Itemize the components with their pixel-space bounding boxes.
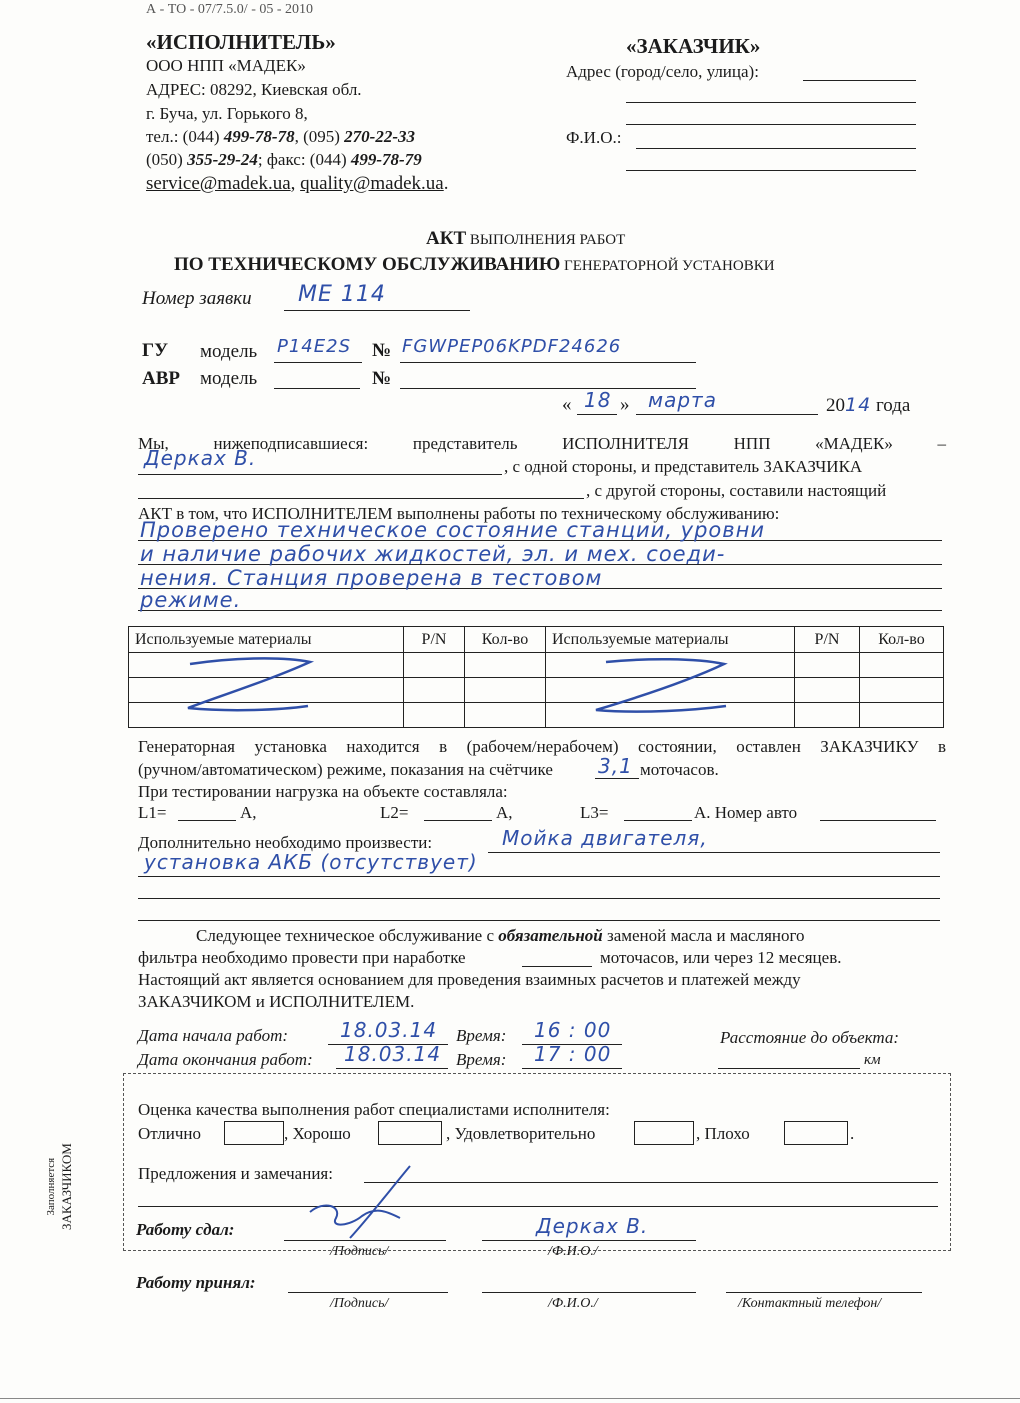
state-line-2a: (ручном/автоматическом) режиме, показания на счётчике <box>138 760 553 779</box>
phone-3: 355-29-24 <box>187 150 258 169</box>
handed-name: Дерках В. <box>536 1214 649 1238</box>
next-service-line-2b: моточасов, или через 12 месяцев. <box>600 948 842 967</box>
date-day-line[interactable] <box>577 414 617 415</box>
quality-bad-box[interactable] <box>784 1121 848 1145</box>
customer-fio-line[interactable] <box>636 148 916 149</box>
counter-value: 3,1 <box>598 754 633 778</box>
distance-label: Расстояние до объекта: <box>720 1028 900 1047</box>
quality-end: . <box>850 1124 855 1143</box>
l1-unit: А, <box>240 803 257 822</box>
end-date-line[interactable] <box>336 1068 448 1069</box>
date-month: марта <box>648 388 717 412</box>
fax: 499-78-79 <box>350 150 422 169</box>
basis-line-1: Настоящий акт является основанием для проведения взаимных расчетов и платежей между <box>138 970 801 989</box>
avr-model-label: модель <box>200 368 258 389</box>
quality-bad-label: , Плохо <box>696 1124 750 1143</box>
executor-emails: service@madek.ua, quality@madek.ua. <box>146 173 449 194</box>
accepted-fio-caption: /Ф.И.О./ <box>548 1296 598 1311</box>
end-date-value: 18.03.14 <box>344 1042 442 1066</box>
executor-address-2: г. Буча, ул. Горького 8, <box>146 104 308 123</box>
customer-address-line-2[interactable] <box>626 102 916 103</box>
header-pn-1: P/N <box>404 627 465 653</box>
handed-fio-caption: /Ф.И.О./ <box>548 1244 598 1259</box>
header-pn-2: P/N <box>795 627 860 653</box>
start-time-value: 16 : 00 <box>534 1018 612 1042</box>
quality-label: Оценка качества выполнения работ специалистами исполнителя: <box>138 1100 610 1119</box>
l1-line[interactable] <box>178 820 236 821</box>
executor-heading: «ИСПОЛНИТЕЛЬ» <box>146 30 336 54</box>
quality-satisfactory-label: , Удовлетворительно <box>446 1124 596 1143</box>
date-year: 2014 года <box>826 394 911 416</box>
request-line[interactable] <box>284 310 470 311</box>
work-done-4: режиме. <box>140 588 242 612</box>
request-label: Номер заявки <box>142 288 252 309</box>
date-month-line[interactable] <box>636 414 818 415</box>
quality-good-label: , Хорошо <box>284 1124 351 1143</box>
handed-signature-caption: /Подпись/ <box>330 1244 389 1259</box>
work-done-3: нения. Станция проверена в тестовом <box>140 566 603 590</box>
gu-model-line[interactable] <box>274 362 362 363</box>
request-value: МЕ 114 <box>298 282 386 307</box>
parties-line-2: , с одной стороны, и представитель ЗАКАЗЧИКА <box>504 457 863 476</box>
l2-line[interactable] <box>424 820 492 821</box>
suggestions-label: Предложения и замечания: <box>138 1164 333 1183</box>
gu-label: ГУ <box>142 340 169 361</box>
gu-number-label: № <box>372 340 392 361</box>
start-date-value: 18.03.14 <box>340 1018 438 1042</box>
accepted-signature-line[interactable] <box>288 1292 448 1293</box>
load-label: При тестировании нагрузка на объекте составляла: <box>138 782 508 801</box>
car-number-line[interactable] <box>820 820 936 821</box>
date-close-quote: » <box>620 394 630 415</box>
start-date-label: Дата начала работ: <box>138 1026 289 1045</box>
email-quality[interactable]: quality@madek.ua <box>300 173 444 194</box>
date-year-suffix: 14 <box>845 394 872 416</box>
accepted-phone-line[interactable] <box>726 1292 922 1293</box>
suggestions-line-2[interactable] <box>138 1206 938 1207</box>
basis-line-2: ЗАКАЗЧИКОМ и ИСПОЛНИТЕЛЕМ. <box>138 992 415 1011</box>
motohours-line[interactable] <box>522 966 592 967</box>
customer-fio-line-2[interactable] <box>626 170 916 171</box>
header-qty-2: Кол-во <box>860 627 944 653</box>
state-line-1: Генераторная установка находится в (рабочем/нерабочем) состоянии, оставлен ЗАКАЗЧИКУ в <box>138 737 946 756</box>
parties-line-4: АКТ в том, что ИСПОЛНИТЕЛЕМ выполнены работы по техническому обслуживанию: <box>138 504 780 523</box>
header-materials-2: Используемые материалы <box>546 627 795 653</box>
l3-unit-car: А. Номер авто <box>694 803 798 822</box>
gu-model-value: Р14Е2S <box>277 336 352 357</box>
customer-address-line-1[interactable] <box>803 80 916 81</box>
l3-line[interactable] <box>624 820 692 821</box>
accepted-label: Работу принял: <box>136 1273 256 1292</box>
side-note: Заполняется ЗАКАЗЧИКОМ <box>45 1143 74 1230</box>
customer-heading: «ЗАКАЗЧИК» <box>626 34 761 58</box>
work-done-2: и наличие рабочих жидкостей, эл. и мех. соеди- <box>140 542 726 566</box>
end-time-line[interactable] <box>522 1068 622 1069</box>
l3-label: L3= <box>580 803 609 822</box>
gu-model-label: модель <box>200 341 258 362</box>
date-day: 18 <box>584 388 612 412</box>
gu-number-value: FGWPEP06KPDF24626 <box>402 336 622 357</box>
distance-line[interactable] <box>718 1068 860 1069</box>
strike-mark-left <box>180 652 320 718</box>
date-open-quote: « <box>562 394 572 415</box>
handed-fio-line[interactable] <box>482 1240 696 1241</box>
executor-rep-line[interactable] <box>138 474 502 475</box>
work-done-1: Проверено техническое состояние станции, уровни <box>140 518 766 542</box>
header-materials-1: Используемые материалы <box>129 627 404 653</box>
handed-label: Работу сдал: <box>136 1220 235 1239</box>
avr-model-line[interactable] <box>274 388 360 389</box>
next-service-line-1: Следующее техническое обслуживание с обязательной заменой масла и масляного <box>196 926 805 945</box>
quality-excellent-label: Отлично <box>138 1124 202 1143</box>
accepted-fio-line[interactable] <box>482 1292 696 1293</box>
km-label: км <box>864 1052 881 1068</box>
end-time-value: 17 : 00 <box>534 1042 612 1066</box>
executor-address-1: АДРЕС: 08292, Киевская обл. <box>146 80 362 99</box>
strike-mark-right <box>586 652 736 718</box>
parties-line-3: , с другой стороны, составили настоящий <box>586 481 887 500</box>
additional-value-2: установка АКБ (отсутствует) <box>144 850 478 874</box>
l2-unit: А, <box>496 803 513 822</box>
l1-label: L1= <box>138 803 167 822</box>
work-line-4 <box>138 610 942 611</box>
executor-phone-fax: (050) 355-29-24; факс: (044) 499-78-79 <box>146 150 422 169</box>
additional-line-1 <box>488 852 940 853</box>
quality-good-box[interactable] <box>378 1121 442 1145</box>
state-line-2b: моточасов. <box>640 760 719 779</box>
accepted-signature-caption: /Подпись/ <box>330 1296 389 1311</box>
quality-satisfactory-box[interactable] <box>634 1121 694 1145</box>
avr-label: АВР <box>142 368 180 389</box>
suggestions-line-1[interactable] <box>364 1182 938 1183</box>
page-edge <box>0 1398 1020 1399</box>
additional-label: Дополнительно необходимо произвести: <box>138 833 433 852</box>
l2-label: L2= <box>380 803 409 822</box>
next-service-line-2a: фильтра необходимо провести при наработке <box>138 948 466 967</box>
act-title-line-1: АКТ ВЫПОЛНЕНИЯ РАБОТ <box>426 228 626 249</box>
document-code: А - ТО - 07/7.5.0/ - 05 - 2010 <box>146 2 314 17</box>
gu-number-line[interactable] <box>400 362 696 363</box>
parties-line-1: Мы, нижеподписавшиеся: представитель ИСПОЛНИТЕЛЯ НПП «МАДЕК» – <box>138 434 946 453</box>
executor-company: ООО НПП «МАДЕК» <box>146 56 306 75</box>
phone-2: 270-22-33 <box>344 127 415 146</box>
executor-phones: тел.: (044) 499-78-78, (095) 270-22-33 <box>146 127 415 146</box>
act-title-line-2: ПО ТЕХНИЧЕСКОМУ ОБСЛУЖИВАНИЮ ГЕНЕРАТОРНОЙ УСТАНОВКИ <box>174 254 775 275</box>
additional-line-4[interactable] <box>138 920 940 921</box>
start-time-label: Время: <box>456 1026 507 1045</box>
additional-line-3[interactable] <box>138 898 940 899</box>
phone-1: 499-78-78 <box>223 127 295 146</box>
email-service[interactable]: service@madek.ua <box>146 173 291 194</box>
avr-number-label: № <box>372 368 392 389</box>
additional-value-1: Мойка двигателя, <box>502 826 708 850</box>
customer-address-line-3[interactable] <box>626 124 916 125</box>
end-time-label: Время: <box>456 1050 507 1069</box>
customer-address-label: Адрес (город/село, улица): <box>566 62 759 81</box>
quality-excellent-box[interactable] <box>224 1121 284 1145</box>
handed-signature <box>290 1160 440 1242</box>
executor-rep-name: Дерках В. <box>144 446 257 470</box>
end-date-label: Дата окончания работ: <box>138 1050 313 1069</box>
header-qty-1: Кол-во <box>465 627 546 653</box>
accepted-phone-caption: /Контактный телефон/ <box>738 1296 882 1311</box>
customer-fio-label: Ф.И.О.: <box>566 128 622 147</box>
customer-rep-line[interactable] <box>138 498 584 499</box>
additional-line-2 <box>138 876 940 877</box>
counter-line[interactable] <box>595 778 639 779</box>
